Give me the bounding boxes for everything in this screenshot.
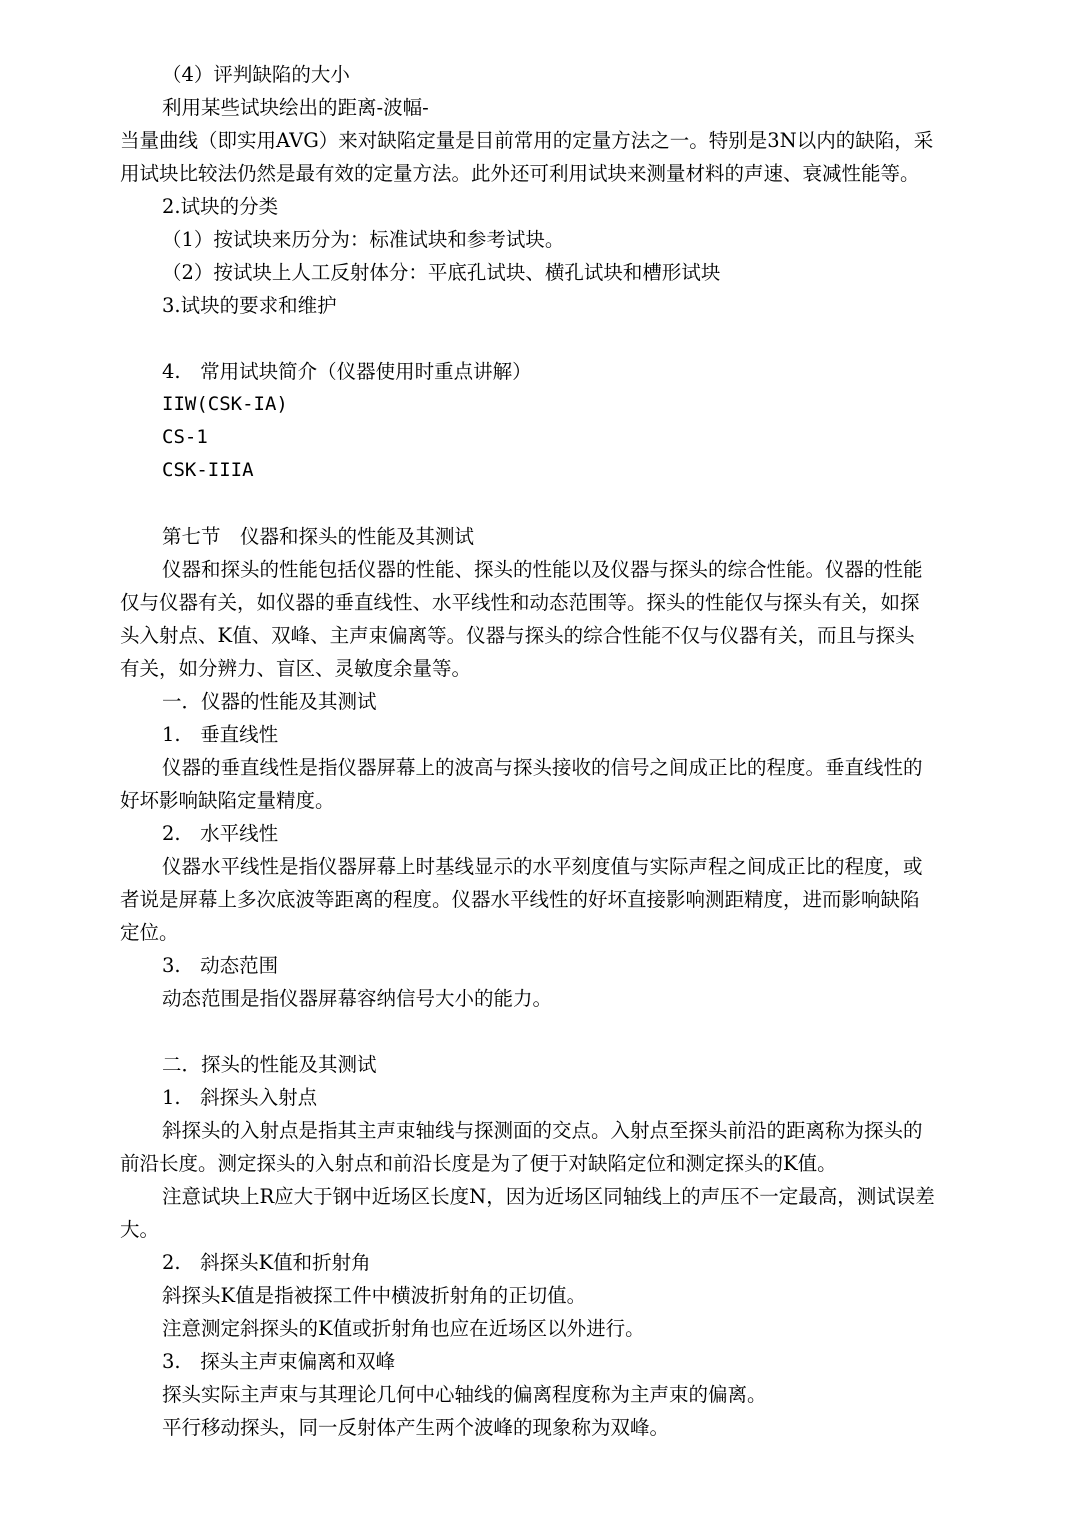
- paragraph-line: 注意测定斜探头的K值或折射角也应在近场区以外进行。: [162, 1317, 645, 1340]
- subsection-heading: 3. 探头主声束偏离和双峰: [162, 1350, 396, 1373]
- paragraph-line: 利用某些试块绘出的距离-波幅-: [162, 96, 429, 119]
- paragraph-line: 前沿长度。测定探头的入射点和前沿长度是为了便于对缺陷定位和测定探头的K值。: [120, 1152, 837, 1175]
- paragraph-line: 大。: [120, 1218, 160, 1241]
- paragraph-line: 有关，如分辨力、盲区、灵敏度余量等。: [120, 657, 472, 680]
- subsection-heading: 1. 斜探头入射点: [162, 1086, 318, 1109]
- paragraph-line: 仪器的垂直线性是指仪器屏幕上的波高与探头接收的信号之间成正比的程度。垂直线性的: [162, 756, 923, 779]
- paragraph-line: 仅与仪器有关，如仪器的垂直线性、水平线性和动态范围等。探头的性能仅与探头有关，如探: [120, 591, 920, 614]
- subsection-heading: 3. 动态范围: [162, 954, 279, 977]
- section-heading: 二．探头的性能及其测试: [162, 1053, 377, 1076]
- paragraph-line: 斜探头K值是指被探工件中横波折射角的正切值。: [162, 1284, 587, 1307]
- section-heading: 4. 常用试块简介（仪器使用时重点讲解）: [162, 360, 532, 383]
- section-heading: 一．仪器的性能及其测试: [162, 690, 377, 713]
- paragraph-line: 定位。: [120, 921, 179, 944]
- test-block-name: CS-1: [162, 426, 208, 448]
- paragraph-line: 注意试块上R应大于钢中近场区长度N，因为近场区同轴线上的声压不一定最高，测试误差: [162, 1185, 935, 1208]
- paragraph-line: 头入射点、K值、双峰、主声束偏离等。仪器与探头的综合性能不仅与仪器有关，而且与探头: [120, 624, 915, 647]
- subsection-heading: 2. 斜探头K值和折射角: [162, 1251, 371, 1274]
- test-block-name: CSK-IIIA: [162, 459, 254, 481]
- paragraph-line: 者说是屏幕上多次底波等距离的程度。仪器水平线性的好坏直接影响测距精度，进而影响缺陷: [120, 888, 920, 911]
- paragraph-line: 探头实际主声束与其理论几何中心轴线的偏离程度称为主声束的偏离。: [162, 1383, 767, 1406]
- paragraph-line: 当量曲线（即实用AVG）来对缺陷定量是目前常用的定量方法之一。特别是3N以内的缺陷，采: [120, 129, 934, 152]
- heading-judge-defect-size: （4）评判缺陷的大小: [162, 63, 350, 86]
- paragraph-line: 好坏影响缺陷定量精度。: [120, 789, 335, 812]
- subsection-heading: 2. 水平线性: [162, 822, 279, 845]
- section-heading: 3.试块的要求和维护: [162, 294, 337, 317]
- list-item: （2）按试块上人工反射体分：平底孔试块、横孔试块和槽形试块: [162, 261, 721, 284]
- paragraph-line: 仪器水平线性是指仪器屏幕上时基线显示的水平刻度值与实际声程之间成正比的程度，或: [162, 855, 923, 878]
- subsection-heading: 1. 垂直线性: [162, 723, 279, 746]
- paragraph-line: 用试块比较法仍然是最有效的定量方法。此外还可利用试块来测量材料的声速、衰减性能等。: [120, 162, 920, 185]
- paragraph-line: 平行移动探头，同一反射体产生两个波峰的现象称为双峰。: [162, 1416, 670, 1439]
- paragraph-line: 仪器和探头的性能包括仪器的性能、探头的性能以及仪器与探头的综合性能。仪器的性能: [162, 558, 923, 581]
- test-block-name: IIW(CSK-IA): [162, 393, 288, 415]
- section-heading: 2.试块的分类: [162, 195, 279, 218]
- paragraph-line: 斜探头的入射点是指其主声束轴线与探测面的交点。入射点至探头前沿的距离称为探头的: [162, 1119, 923, 1142]
- list-item: （1）按试块来历分为：标准试块和参考试块。: [162, 228, 565, 251]
- chapter-heading: 第七节 仪器和探头的性能及其测试: [162, 525, 475, 548]
- paragraph-line: 动态范围是指仪器屏幕容纳信号大小的能力。: [162, 987, 553, 1010]
